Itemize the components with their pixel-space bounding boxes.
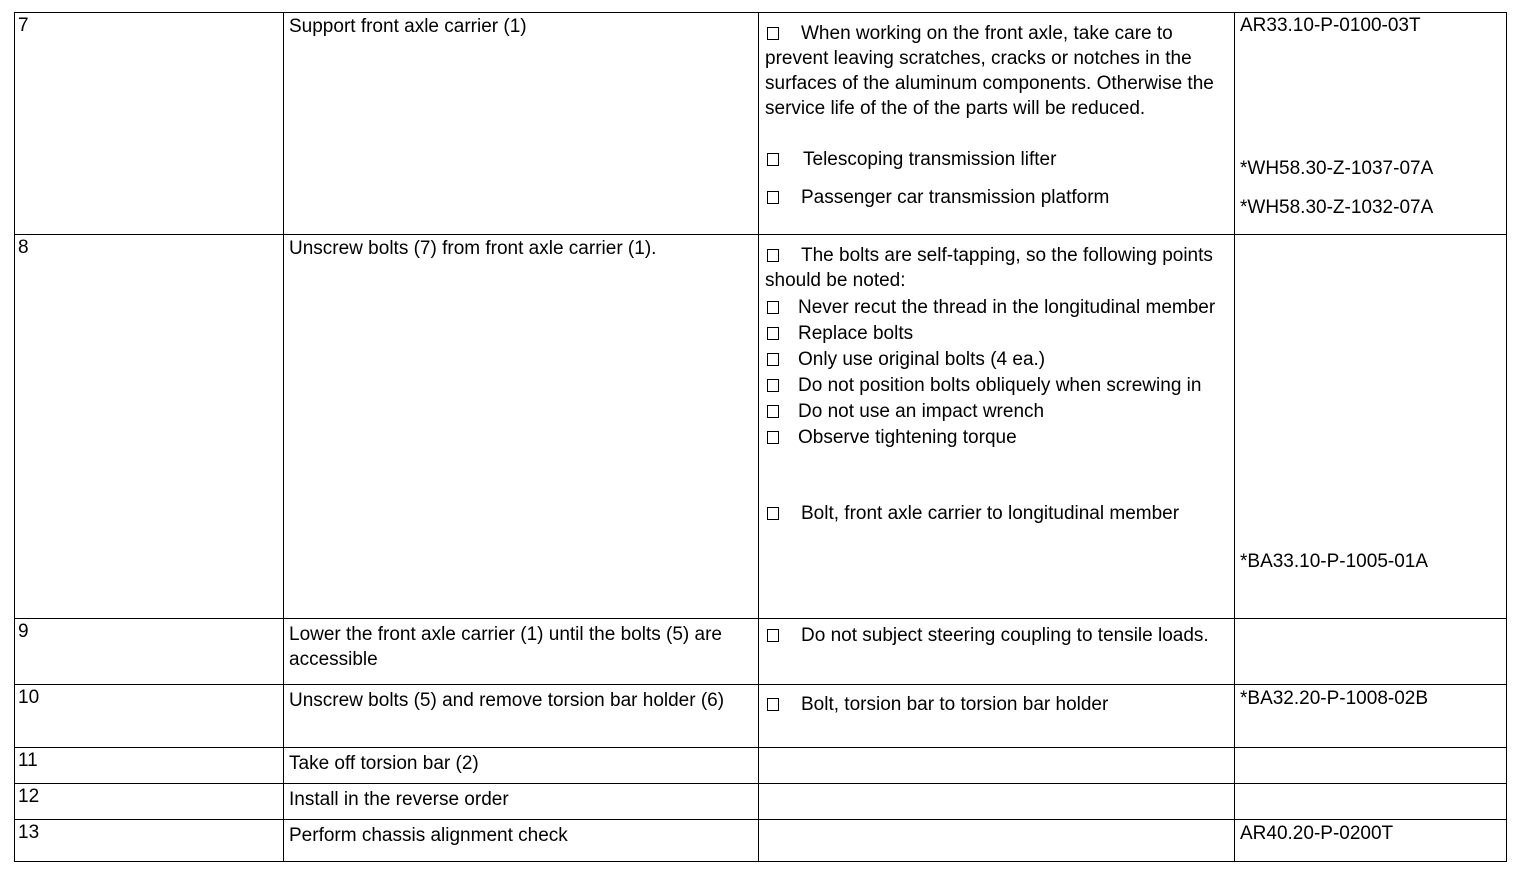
reference-code[interactable]: AR33.10-P-0100-03T bbox=[1240, 15, 1421, 36]
note: Bolt, front axle carrier to longitudinal member bbox=[765, 501, 1230, 526]
step-number: 11 bbox=[15, 748, 284, 784]
checkbox-icon bbox=[767, 27, 779, 40]
operation-text: Lower the front axle carrier (1) until the bolts (5) are accessible bbox=[284, 619, 759, 685]
step-number: 13 bbox=[15, 820, 284, 862]
table-row bbox=[15, 13, 1507, 235]
list-item: Only use original bolts (4 ea.) bbox=[765, 347, 1230, 373]
operation-text: Take off torsion bar (2) bbox=[284, 748, 759, 784]
checkbox-icon bbox=[767, 301, 779, 314]
note: The bolts are self-tapping, so the following points should be noted: bbox=[765, 245, 1213, 291]
checkbox-icon bbox=[767, 405, 779, 418]
reference-cell bbox=[1235, 235, 1507, 619]
reference-code[interactable]: *BA33.10-P-1005-01A bbox=[1240, 551, 1429, 572]
step-number: 9 bbox=[15, 619, 284, 685]
notes-cell bbox=[759, 13, 1235, 235]
notes-cell bbox=[759, 820, 1235, 862]
reference-code[interactable]: *WH58.30-Z-1037-07A bbox=[1240, 158, 1434, 179]
notes-cell bbox=[759, 685, 1235, 748]
operation-text: Support front axle carrier (1) bbox=[284, 13, 759, 235]
step-number: 7 bbox=[15, 13, 284, 235]
checkbox-icon bbox=[767, 379, 779, 392]
table-row bbox=[15, 685, 1507, 748]
step-number: 12 bbox=[15, 784, 284, 820]
table-row bbox=[15, 619, 1507, 685]
checkbox-icon bbox=[767, 629, 779, 642]
notes-cell bbox=[759, 235, 1235, 619]
note: Do not subject steering coupling to tensile loads. bbox=[765, 623, 1230, 648]
note: Bolt, torsion bar to torsion bar holder bbox=[765, 692, 1230, 717]
checkbox-icon bbox=[767, 507, 779, 520]
bullet-list bbox=[765, 295, 1230, 451]
table-row bbox=[15, 748, 1507, 784]
operation-text: Unscrew bolts (7) from front axle carrier (1). bbox=[284, 235, 759, 619]
reference-cell bbox=[1235, 784, 1507, 820]
note: Telescoping transmission lifter bbox=[765, 147, 1230, 172]
reference-code[interactable]: *WH58.30-Z-1032-07A bbox=[1240, 197, 1434, 218]
operation-text: Unscrew bolts (5) and remove torsion bar holder (6) bbox=[284, 685, 759, 748]
table-row bbox=[15, 235, 1507, 619]
table-row bbox=[15, 820, 1507, 862]
reference-cell bbox=[1235, 748, 1507, 784]
list-item: Do not use an impact wrench bbox=[765, 399, 1230, 425]
checkbox-icon bbox=[767, 327, 779, 340]
checkbox-icon bbox=[767, 698, 779, 711]
reference-code[interactable]: AR40.20-P-0200T bbox=[1240, 823, 1394, 844]
list-item: Replace bolts bbox=[765, 321, 1230, 347]
procedure-table bbox=[14, 12, 1507, 862]
checkbox-icon bbox=[767, 153, 779, 166]
checkbox-icon bbox=[767, 249, 779, 262]
note: When working on the front axle, take care to prevent leaving scratches, cracks or notches in the surfaces of the aluminum components. Otherwise the service life of the of the parts will be reduced. bbox=[765, 23, 1214, 119]
operation-text: Install in the reverse order bbox=[284, 784, 759, 820]
list-item: Do not position bolts obliquely when screwing in bbox=[765, 373, 1230, 399]
notes-cell bbox=[759, 748, 1235, 784]
operation-text: Perform chassis alignment check bbox=[284, 820, 759, 862]
reference-cell bbox=[1235, 685, 1507, 748]
list-item: Observe tightening torque bbox=[765, 425, 1230, 451]
step-number: 10 bbox=[15, 685, 284, 748]
reference-cell bbox=[1235, 13, 1507, 235]
reference-cell bbox=[1235, 820, 1507, 862]
notes-cell bbox=[759, 619, 1235, 685]
table-row bbox=[15, 784, 1507, 820]
checkbox-icon bbox=[767, 191, 779, 204]
reference-cell bbox=[1235, 619, 1507, 685]
step-number: 8 bbox=[15, 235, 284, 619]
note: Passenger car transmission platform bbox=[765, 185, 1230, 210]
reference-code[interactable]: *BA32.20-P-1008-02B bbox=[1240, 688, 1429, 709]
list-item: Never recut the thread in the longitudinal member bbox=[765, 295, 1230, 321]
notes-cell bbox=[759, 784, 1235, 820]
checkbox-icon bbox=[767, 431, 779, 444]
checkbox-icon bbox=[767, 353, 779, 366]
